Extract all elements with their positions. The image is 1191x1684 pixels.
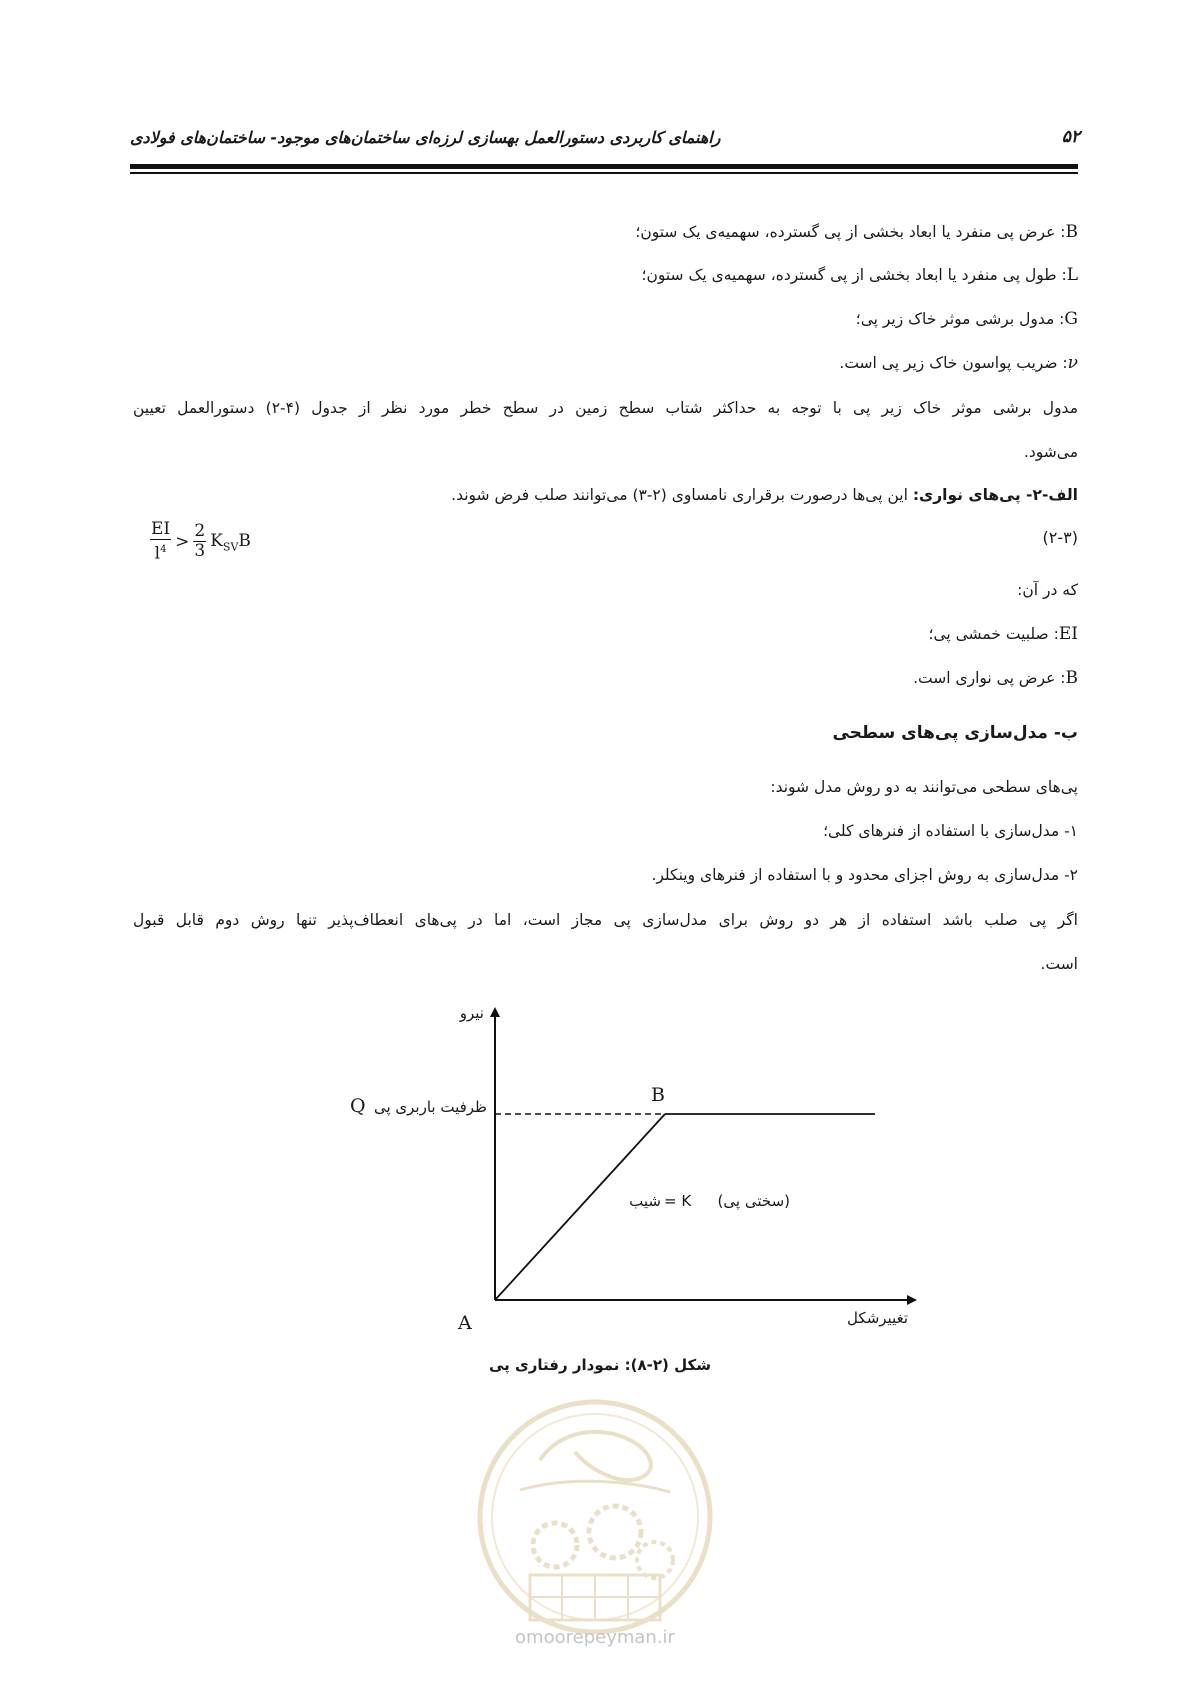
equation-number: (۲-۳) [1042,528,1078,547]
section-b-item-1: ۱- مدل‌سازی با استفاده از فنرهای کلی؛ [823,822,1078,840]
slope-symbol: = K [664,1192,692,1210]
formula-lhs-denominator: $l^4$ [154,543,167,564]
formula-operator: > [175,531,190,552]
definition-symbol: EI [1058,624,1078,644]
definition-text: : ضریب پواسون خاک زیر پی است. [839,354,1068,372]
section-a2-text: این پی‌ها درصورت برقراری نامساوی (۲-۳) می‌توانند صلب فرض شوند. [451,486,913,504]
x-axis-label: تغییرشکل [847,1309,908,1327]
section-b-paragraph-line2: است. [1040,955,1078,973]
where-label: که در آن: [1017,581,1078,599]
section-b-item-2: ۲- مدل‌سازی به روش اجزای محدود و با استفاده از فنرهای وینکلر. [651,866,1078,884]
section-b-paragraph-line1: اگر پی صلب باشد استفاده از هر دو روش برای مدل‌سازی پی مجاز است، اما در پی‌های انعطاف‌پذیر تنها روش دوم قابل قبول [133,911,1078,929]
watermark-logo [480,1402,710,1632]
formula-coef-numerator: 2 [194,521,206,542]
section-b-heading: ب- مدل‌سازی پی‌های سطحی [832,723,1078,743]
definition-text: : طول پی منفرد یا ابعاد بخشی از پی گسترده، سهمیه‌ی یک ستون؛ [641,266,1067,284]
capacity-symbol: Q [350,1095,366,1117]
page-number: ۵۲ [1061,127,1080,147]
definition-symbol: ν [1067,353,1078,373]
figure-caption: شکل (۲-۸): نمودار رفتاری پی [489,1356,711,1374]
force-deformation-chart [350,1004,912,1375]
watermark-url: omoorepeyman.ir [515,1627,675,1648]
y-axis-label: نیرو [459,1004,484,1022]
formula-k: $K_{SV}B$ [210,530,251,554]
capacity-label: ظرفیت باربری پی [373,1098,487,1116]
section-b-intro: پی‌های سطحی می‌توانند به دو روش مدل شوند: [770,778,1078,796]
section-a2-heading: الف-۲- پی‌های نواری: [912,486,1078,504]
paragraph-shear-modulus-line1: مدول برشی موثر خاک زیر پی با توجه به حداکثر شتاب سطح زمین در سطح خطر مورد نظر از جدول (۴-۲) دستورالعمل تعیین [133,399,1078,417]
definition-symbol: G [1064,309,1078,329]
definition-text: : مدول برشی موثر خاک زیر پی؛ [855,310,1065,328]
definition-symbol: B [1065,668,1078,688]
definition-symbol: B [1065,222,1078,242]
point-b-label: B [651,1084,665,1106]
definition-text: : عرض پی نواری است. [913,669,1066,687]
point-a-label: A [458,1312,472,1334]
definition-text: : عرض پی منفرد یا ابعاد بخشی از پی گسترده، سهمیه‌ی یک ستون؛ [635,223,1066,241]
definition-symbol: L [1066,265,1078,285]
formula-lhs-numerator: EI [151,519,171,539]
running-header-title: راهنمای کاربردی دستورالعمل بهسازی لرزه‌ای ساختمان‌های موجود- ساختمان‌های فولادی [130,128,721,147]
formula-coef-denominator: 3 [194,541,206,562]
slope-word: شیب [629,1192,661,1210]
definition-text: : صلبیت خمشی پی؛ [928,625,1059,643]
paragraph-shear-modulus-line2: می‌شود. [1023,443,1078,461]
slope-note: (سختی پی) [717,1192,790,1210]
